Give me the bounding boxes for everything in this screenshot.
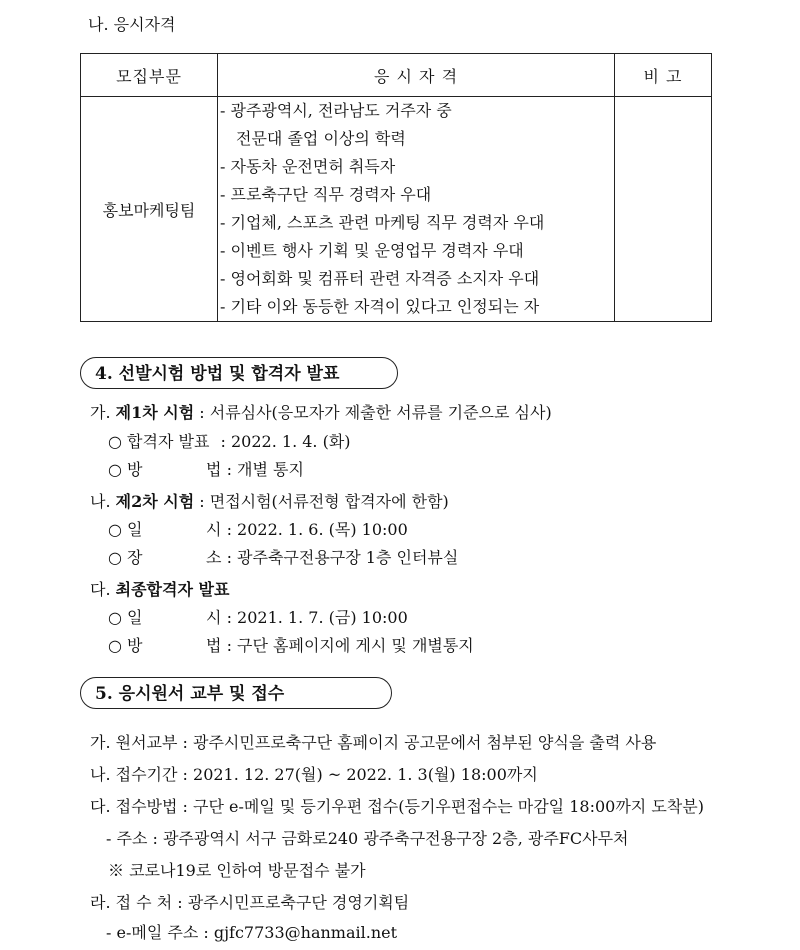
table-header-row xyxy=(81,54,712,97)
application-line: 다. 접수방법 : 구단 e-메일 및 등기우편 접수(등기우편접수는 마감일 18:00까지 도착분) xyxy=(90,797,704,816)
item-key2: 시 xyxy=(206,520,222,539)
second-exam-label: 제2차 시험 xyxy=(115,492,195,511)
header-note: 비 고 xyxy=(615,54,712,97)
condition-item: 전문대 졸업 이상의 학력 xyxy=(236,129,406,148)
first-exam-item xyxy=(108,457,304,480)
application-line: 가. 원서교부 : 광주시민프로축구단 홈페이지 공고문에서 첨부된 양식을 출력 사용 xyxy=(90,733,657,752)
second-exam-item xyxy=(108,517,408,540)
table-row xyxy=(81,97,712,322)
qualification-table xyxy=(80,53,712,322)
final-result-item xyxy=(108,605,408,628)
item-value: : 2022. 1. 4. (화) xyxy=(220,432,351,451)
application-line: 나. 접수기간 : 2021. 12. 27(월) ~ 2022. 1. 3(월) 18:00까지 xyxy=(90,765,538,784)
section4-title: 4. 선발시험 방법 및 합격자 발표 xyxy=(80,357,398,389)
condition-item: - 기업체, 스포츠 관련 마케팅 직무 경력자 우대 xyxy=(220,213,545,232)
item-value: : 개별 통지 xyxy=(226,460,304,479)
second-exam-item xyxy=(108,545,458,568)
header-qualification: 응 시 자 격 xyxy=(218,54,615,97)
application-line: - e-메일 주소 : gjfc7733@hanmail.net xyxy=(106,923,398,942)
conditions-cell xyxy=(218,97,615,322)
item-key: ○ 장 xyxy=(108,548,143,567)
item-key: ○ 방 xyxy=(108,460,143,479)
first-exam-line xyxy=(90,400,552,423)
final-result-prefix: 다. xyxy=(90,580,111,599)
qualification-title: 나. 응시자격 xyxy=(88,15,176,34)
condition-item: - 프로축구단 직무 경력자 우대 xyxy=(220,185,432,204)
condition-item: - 기타 이와 동등한 자격이 있다고 인정되는 자 xyxy=(220,297,540,316)
item-value: : 구단 홈페이지에 게시 및 개별통지 xyxy=(226,636,474,655)
first-exam-prefix: 가. xyxy=(90,403,111,422)
application-line: - 주소 : 광주광역시 서구 금화로240 광주축구전용구장 2층, 광주FC사무처 xyxy=(106,829,629,848)
item-key2: 소 xyxy=(206,548,222,567)
application-line: 라. 접 수 처 : 광주시민프로축구단 경영기획팀 xyxy=(90,893,410,912)
final-result-item xyxy=(108,633,474,656)
item-value: : 2022. 1. 6. (목) 10:00 xyxy=(226,520,408,539)
section5-title: 5. 응시원서 교부 및 접수 xyxy=(80,677,392,709)
final-result-line xyxy=(90,577,229,600)
final-result-label: 최종합격자 발표 xyxy=(115,580,230,599)
second-exam-line xyxy=(90,489,449,512)
second-exam-text: : 면접시험(서류전형 합격자에 한함) xyxy=(194,492,449,511)
item-value: : 2021. 1. 7. (금) 10:00 xyxy=(226,608,408,627)
item-key2: 법 xyxy=(206,460,222,479)
item-key: ○ 일 xyxy=(108,520,143,539)
item-key: ○ 일 xyxy=(108,608,143,627)
condition-item: - 영어회화 및 컴퓨터 관련 자격증 소지자 우대 xyxy=(220,269,540,288)
note-cell xyxy=(615,97,712,322)
condition-item: - 자동차 운전면허 취득자 xyxy=(220,157,396,176)
department-cell: 홍보마케팅팀 xyxy=(81,97,218,322)
item-key: ○ 합격자 발표 xyxy=(108,432,210,451)
first-exam-item xyxy=(108,429,351,452)
condition-item: - 광주광역시, 전라남도 거주자 중 xyxy=(220,101,452,120)
item-key2: 법 xyxy=(206,636,222,655)
first-exam-label: 제1차 시험 xyxy=(115,403,195,422)
item-key: ○ 방 xyxy=(108,636,143,655)
second-exam-prefix: 나. xyxy=(90,492,111,511)
item-value: : 광주축구전용구장 1층 인터뷰실 xyxy=(226,548,459,567)
application-line: ※ 코로나19로 인하여 방문접수 불가 xyxy=(108,861,366,880)
item-key2: 시 xyxy=(206,608,222,627)
header-department: 모집부문 xyxy=(81,54,218,97)
first-exam-text: : 서류심사(응모자가 제출한 서류를 기준으로 심사) xyxy=(194,403,552,422)
condition-item: - 이벤트 행사 기획 및 운영업무 경력자 우대 xyxy=(220,241,524,260)
